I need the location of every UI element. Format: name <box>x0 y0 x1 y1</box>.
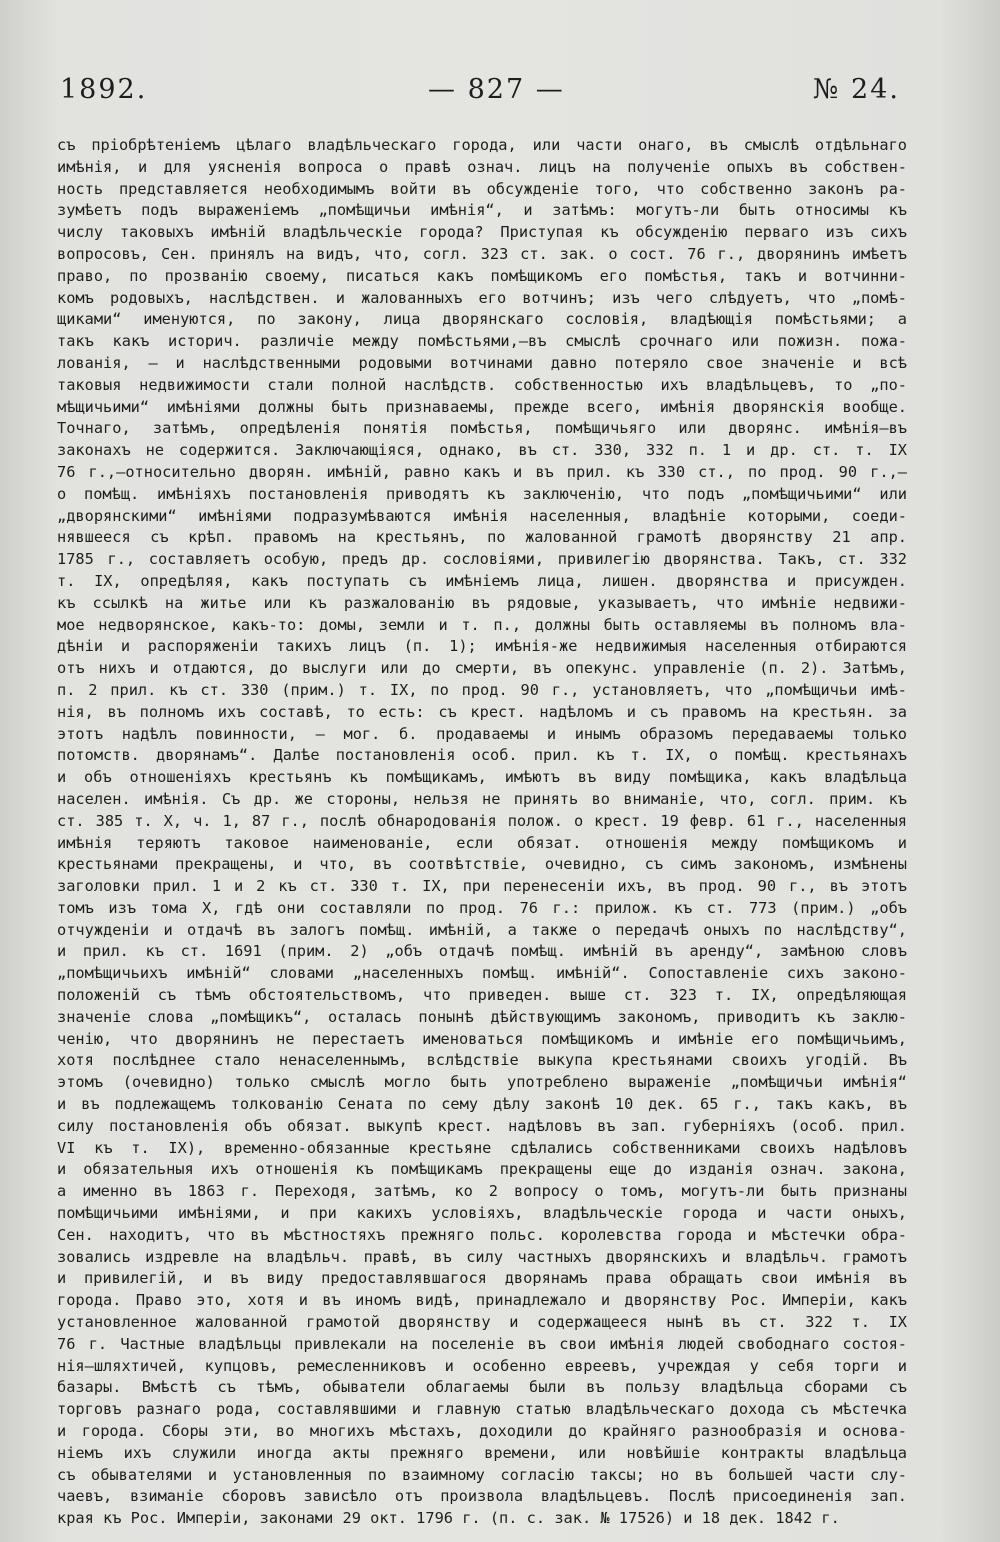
text-line: законахъ не содержится. Заключающіяся, однако, въ ст. 330, 332 п. 1 и др. ст. т. IX <box>57 441 907 460</box>
header-page-number: — 827 — <box>428 74 565 105</box>
text-line: этотъ надѣлъ повинности, — мог. б. продаваемы и инымъ образомъ передаваемы только <box>57 724 907 743</box>
text-line: щиками“ именуются, по закону, лица дворянскаго сословія, владѣющія помѣстьями; а <box>57 310 907 329</box>
text-line: VI къ т. IX), временно-обязанные крестьяне сдѣлались собственниками своихъ надѣловъ <box>57 1138 907 1157</box>
text-line: а именно въ 1863 г. Переходя, затѣмъ, ко 2 вопросу о томъ, могутъ-ли быть признаны <box>57 1182 907 1201</box>
text-line: ность представляется необходимымъ войти въ обсужденіе того, что собственно законъ ра- <box>57 179 907 198</box>
text-line: и объ отношеніяхъ крестьянъ къ помѣщикамъ, имѣютъ въ виду помѣщика, какъ владѣльца <box>57 768 907 787</box>
text-line: заголовки прил. 1 и 2 къ ст. 330 т. IX, при перенесеніи ихъ, въ прод. 90 г., въ этотъ <box>57 877 907 896</box>
text-line: ст. 385 т. X, ч. 1, 87 г., послѣ обнародованія полож. о крест. 19 февр. 61 г., населенныя <box>57 811 907 830</box>
text-line: значеніе слова „помѣщикъ“, осталась понынѣ дѣйствующимъ закономъ, приводитъ къ заклю- <box>57 1007 907 1026</box>
text-line: къ ссылкѣ на житье или къ разжалованію въ рядовые, указываетъ, что имѣніе недвижи- <box>57 593 907 612</box>
text-line: съ обывателями и установленныя по взаимному согласію таксы; но въ большей части слу- <box>57 1465 907 1484</box>
text-line: Сен. находитъ, что въ мѣстностяхъ прежняго польс. королевства города и мѣстечки обра- <box>57 1225 907 1244</box>
text-line: крестьянами прекращены, и что, въ соотвѣтствіе, очевидно, съ симъ закономъ, измѣнены <box>57 855 907 874</box>
text-line: о помѣщ. имѣніяхъ постановленія приводятъ къ заключенію, что подъ „помѣщичьими“ или <box>57 484 907 503</box>
text-line: города. Право это, хотя и въ иномъ видѣ, принадлежало и дворянству Рос. Имперіи, какъ <box>57 1291 907 1310</box>
text-line: и привилегій, и въ виду предоставлявшагося дворянамъ права обращать свои имѣнія въ <box>57 1269 907 1288</box>
text-line: нія, въ полномъ ихъ составѣ, то есть: съ крест. надѣломъ и съ правомъ на крестьян. за <box>57 702 907 721</box>
text-line: ніемъ ихъ служили иногда акты прежняго времени, или новѣйшіе контракты владѣльца <box>57 1443 907 1462</box>
text-line: лованія, — и наслѣдственными родовыми вотчинами давно потеряло свое значеніе и всѣ <box>57 353 907 372</box>
text-line: базары. Вмѣстѣ съ тѣмъ, обыватели облагаемы были въ пользу владѣльца сборами съ <box>57 1378 907 1397</box>
text-line: и обязательныя ихъ отношенія къ помѣщикамъ прекращены еще до изданія означ. закона, <box>57 1160 907 1179</box>
text-line: имѣнія, и для уясненія вопроса о правѣ означ. лицъ на полученіе опыхъ въ собствен- <box>57 157 907 176</box>
text-line: мое недворянское, какъ-то: домы, земли и т. п., должны быть оставляемы въ полномъ вла- <box>57 615 907 634</box>
text-line: и города. Сборы эти, во многихъ мѣстахъ, доходили до крайняго разнообразія и основа- <box>57 1422 907 1441</box>
text-line: чаевъ, взиманіе сборовъ зависѣло отъ произвола владѣльцевъ. Послѣ присоединенія зап. <box>57 1487 907 1506</box>
text-line: установленное жалованной грамотой дворянству и содержащееся нынѣ въ ст. 322 т. IX <box>57 1313 907 1332</box>
body-text <box>57 135 907 1530</box>
text-line: п. 2 прил. къ ст. 330 (прим.) т. IX, по прод. 90 г., установляетъ, что „помѣщичьи имѣ- <box>57 680 907 699</box>
text-line: нія—шляхтичей, купцовъ, ремесленниковъ и особенно евреевъ, учреждая у себя торги и <box>57 1356 907 1375</box>
text-line: и прил. къ ст. 1691 (прим. 2) „объ отдачѣ помѣщ. имѣній въ аренду“, замѣною словъ <box>57 942 907 961</box>
text-line: и въ подлежащемъ толкованію Сената по сему дѣлу законѣ 10 дек. 65 г., такъ какъ, въ <box>57 1095 907 1114</box>
text-line: отъ нихъ и отдаются, до выслуги или до смерти, въ опекунс. управленіе (п. 2). Затѣмъ, <box>57 659 907 678</box>
text-line: силу постановленія объ обязат. выкупѣ крест. надѣловъ въ зап. губерніяхъ (особ. прил. <box>57 1116 907 1135</box>
text-line: населен. имѣнія. Съ др. же стороны, нельзя не принять во вниманіе, что, согл. прим. къ <box>57 789 907 808</box>
header-year: 1892. <box>60 74 148 105</box>
text-line: съ пріобрѣтеніемъ цѣлаго владѣльческаго города, или части онаго, въ смыслѣ отдѣльнаго <box>57 136 907 154</box>
text-line: зумѣетъ подъ выраженіемъ „помѣщичьи имѣнія“, и затѣмъ: могутъ-ли быть относимы къ <box>57 201 907 220</box>
text-line: края къ Рос. Имперіи, законами 29 окт. 1796 г. (п. с. зак. № 17526) и 18 дек. 1842 г. <box>57 1509 840 1528</box>
text-line: 1785 г., составляетъ особую, предъ др. сословіями, привилегію дворянства. Такъ, ст. 332 <box>57 550 907 569</box>
text-line: отчужденіи и отдачѣ въ залогъ помѣщ. имѣній, а также о передачѣ оныхъ по наслѣдству“, <box>57 920 907 939</box>
text-line: 76 г.,—относительно дворян. имѣній, равно какъ и въ прил. къ 330 ст., по прод. 90 г.,— <box>57 462 907 481</box>
text-line: зовались издревле на владѣльч. правѣ, въ силу частныхъ дворянскихъ и владѣльч. грамотъ <box>57 1247 907 1266</box>
text-line: помѣщичьими имѣніями, и при какихъ условіяхъ, владѣльческіе города и части оныхъ, <box>57 1204 907 1223</box>
text-line: положеній съ тѣмъ обстоятельствомъ, что приведен. выше ст. 323 т. IX, опредѣляющая <box>57 986 907 1005</box>
text-line: дѣніи и распоряженіи такихъ лицъ (п. 1); имѣнія-же недвижимыя населенныя отбираются <box>57 637 907 656</box>
text-line: Точнаго, затѣмъ, опредѣленія понятія помѣстья, помѣщичьяго или дворянс. имѣнія—въ <box>57 419 907 438</box>
text-line: право, по прозванію своему, писаться какъ помѣщикомъ его помѣстья, такъ и вотчинни- <box>57 266 907 285</box>
text-line: такъ какъ историч. различіе между помѣстьями,—въ смыслѣ срочнаго или пожизн. пожа- <box>57 332 907 351</box>
text-line: „дворянскими“ имѣніями подразумѣваются имѣнія населенныя, владѣніе которыми, соеди- <box>57 506 907 525</box>
text-line: ченію, что дворянинъ не перестаетъ именоваться помѣщикомъ и имѣніе его помѣщичьимъ, <box>57 1029 907 1048</box>
text-line: таковыя недвижимости стали полной наслѣдств. собственностью ихъ владѣльцевъ, то „по- <box>57 375 907 394</box>
text-line: хотя послѣднее стало ненаселеннымъ, вслѣдствіе выкупа крестьянами своихъ угодій. Въ <box>57 1051 907 1070</box>
text-line: имѣнія теряютъ таковое наименованіе, если обязат. отношенія между помѣщикомъ и <box>57 833 907 852</box>
text-line: 76 г. Частные владѣльцы привлекали на поселеніе въ свои имѣнія людей свободнаго состоя- <box>57 1334 907 1353</box>
page-header <box>60 74 900 114</box>
text-line: комъ родовыхъ, наслѣдствен. и жалованныхъ его вотчинъ; изъ чего слѣдуетъ, что „помѣ- <box>57 288 907 307</box>
text-line: „помѣщичьихъ имѣній“ словами „населенныхъ помѣщ. имѣній“. Сопоставленіе сихъ законо- <box>57 964 907 983</box>
text-line: торговъ разнаго рода, составлявшими и главную статью владѣльческаго дохода съ мѣстечка <box>57 1400 907 1419</box>
text-line: нявшееся съ крѣп. правомъ на крестьянъ, по жалованной грамотѣ дворянству 21 апр. <box>57 528 907 547</box>
text-line: мѣщичьими“ имѣніями должны быть признаваемы, прежде всего, имѣнія дворянскія вообще. <box>57 397 907 416</box>
text-line: потомств. дворянамъ“. Далѣе постановленія особ. прил. къ т. IX, о помѣщ. крестьянахъ <box>57 746 907 765</box>
header-issue-number: № 24. <box>812 74 900 105</box>
text-line: этомъ (очевидно) только смыслѣ могло быть употреблено выраженіе „помѣщичьи имѣнія“ <box>57 1073 907 1092</box>
text-line: т. IX, опредѣляя, какъ поступать съ имѣніемъ лица, лишен. дворянства и присужден. <box>57 571 907 590</box>
text-line: числу таковыхъ имѣній владѣльческіе города? Приступая къ обсужденію перваго изъ сихъ <box>57 223 907 242</box>
text-line: вопросовъ, Сен. принялъ на видъ, что, согл. 323 ст. зак. о сост. 76 г., дворянинъ имѣетъ <box>57 244 907 263</box>
text-line: томъ изъ тома X, гдѣ они составляли по прод. 76 г.: прилож. къ ст. 773 (прим.) „объ <box>57 898 907 917</box>
